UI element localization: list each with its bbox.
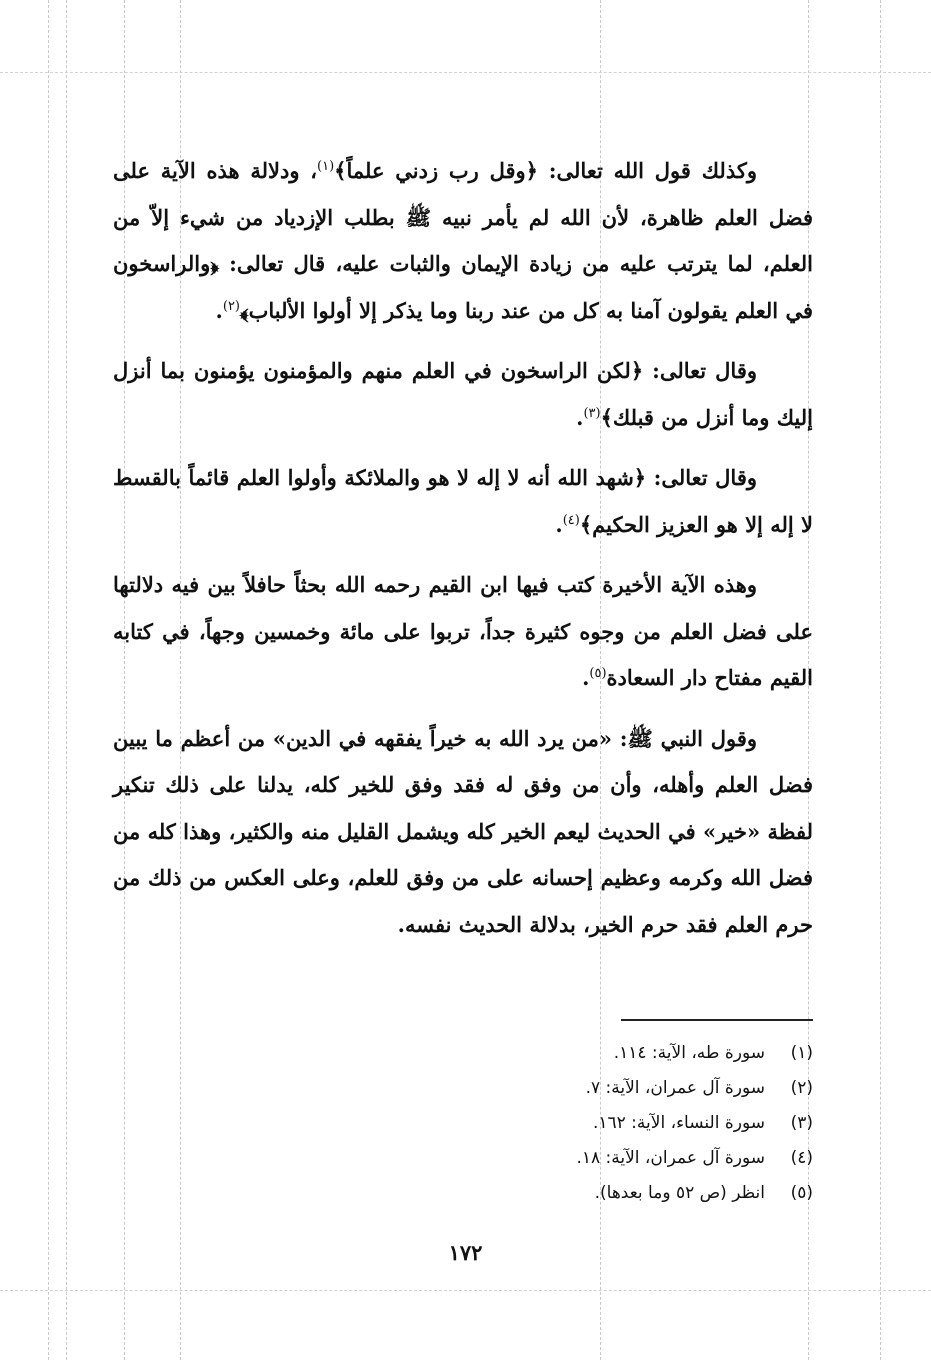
scan-guide-line	[66, 0, 67, 1360]
paragraph-text: .	[215, 297, 223, 323]
footnote-ref: (٣)	[583, 405, 601, 421]
paragraph-text: وقول النبي ﷺ: «من يرد الله به خيراً يفقهه في الدين» من أعظم ما يبين فضل العلم وأهله، وأن من وفق له فقد وفق للخير كله، يدلنا على ذلك تنكير لفظة «خير» في الحديث ليعم الخير كله ويشمل القليل منه والكثير، وهذا كله من فضل الله وكرمه وعظيم إحسانه على من وفق للعلم، وعلى العكس من ذلك من حرم العلم فقد حرم الخير، بدلالة الحديث نفسه.	[113, 725, 813, 937]
footnotes	[253, 1036, 813, 1211]
footnote-number: (٣)	[790, 1113, 813, 1133]
footnote-item	[253, 1106, 813, 1141]
footnote-ref: (٢)	[222, 298, 240, 314]
footnote-item	[253, 1036, 813, 1071]
footnote-item	[253, 1141, 813, 1176]
footnote-item	[253, 1176, 813, 1211]
main-text	[113, 148, 813, 962]
footnote-number: (٤)	[790, 1148, 813, 1168]
paragraph-text: ، ودلالة هذه الآية على فضل العلم ظاهرة، لأن الله لم يأمر نبيه ﷺ بطلب الإزدياد من شيء إلاّ من العلم، لما يترتب عليه من زيادة الإيمان والثبات عليه، قال تعالى: ﴿والراسخون في العلم يقولون آمنا به كل من عند ربنا وما يذكر إلا أولوا الألباب﴾	[113, 158, 813, 323]
paragraph-text: .	[576, 404, 584, 430]
footnote-text: سورة آل عمران، الآية: ١٨.	[576, 1148, 765, 1168]
footnote-item	[253, 1071, 813, 1106]
scan-guide-line	[0, 1290, 931, 1291]
footnote-ref: (٥)	[589, 666, 607, 681]
paragraph-3	[113, 455, 813, 548]
scan-guide-line	[880, 0, 881, 1360]
paragraph-text: وهذه الآية الأخيرة كتب فيها ابن القيم رحمه الله بحثاً حافلاً بين فيه دلالتها على فضل العلم من وجوه كثيرة جداً، تربوا على مائة وخمسين وجهاً، في كتابه القيم مفتاح دار السعادة	[113, 572, 813, 690]
paragraph-text: .	[555, 511, 563, 537]
paragraph-4	[113, 562, 813, 702]
scan-guide-line	[0, 72, 931, 73]
footnote-ref: (١)	[317, 159, 335, 174]
paragraph-5	[113, 716, 813, 949]
scan-guide-line	[48, 0, 49, 1360]
paragraph-text: وقال تعالى: ﴿لكن الراسخون في العلم منهم والمؤمنون يؤمنون بما أنزل إليك وما أنزل من قبلك﴾	[113, 358, 813, 430]
footnote-text: انظر (ص ٥٢ وما بعدها).	[594, 1183, 765, 1203]
footnote-text: سورة طه، الآية: ١١٤.	[613, 1043, 765, 1063]
paragraph-text: وكذلك قول الله تعالى: ﴿وقل رب زدني علماً﴾	[334, 158, 757, 183]
page-number: ١٧٢	[448, 1240, 483, 1265]
paragraph-1	[113, 148, 813, 334]
footnote-separator	[621, 1019, 813, 1021]
paragraph-text: .	[582, 665, 590, 690]
footnote-text: سورة آل عمران، الآية: ٧.	[585, 1078, 765, 1098]
paragraph-2	[113, 348, 813, 441]
footnote-number: (٥)	[790, 1183, 813, 1203]
footnote-ref: (٤)	[562, 512, 580, 528]
paragraph-text: وقال تعالى: ﴿شهد الله أنه لا إله لا هو والملائكة وأولوا العلم قائماً بالقسط لا إله إلا هو العزيز الحكيم﴾	[113, 465, 813, 537]
footnote-text: سورة النساء، الآية: ١٦٢.	[592, 1113, 765, 1133]
footnote-number: (٢)	[790, 1078, 813, 1098]
footnote-number: (١)	[790, 1043, 813, 1063]
